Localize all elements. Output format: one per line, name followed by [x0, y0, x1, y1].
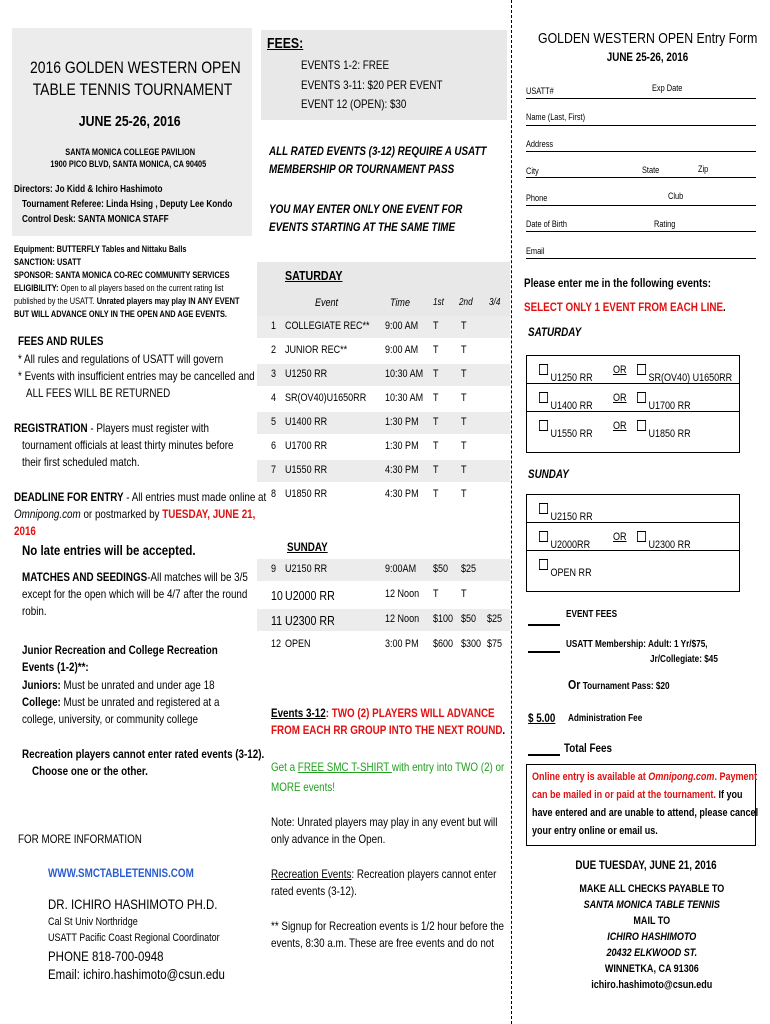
prize-second: $300 — [461, 638, 482, 650]
header-event: Event — [315, 297, 339, 309]
prize-first: T — [433, 392, 439, 404]
registration-text: - Players must register with — [87, 421, 210, 435]
deadline-text2: or postmarked by — [80, 507, 163, 521]
or-label: OR — [613, 392, 627, 404]
matches-label: MATCHES AND SEEDINGS — [22, 570, 148, 584]
fees-title: FEES: — [267, 35, 304, 52]
fees-rules-heading: FEES AND RULES — [18, 334, 104, 348]
form-dates: JUNE 25-26, 2016 — [606, 50, 689, 64]
rec-events-line1 — [271, 867, 496, 881]
registration-label: REGISTRATION — [14, 421, 88, 435]
tshirt-text1: Get a — [271, 760, 298, 774]
enter-events-prompt: Please enter me in the following events: — [524, 276, 712, 290]
event-time: 10:30 AM — [385, 392, 424, 404]
referee: Tournament Referee: Linda Hsing , Deputy Lee Kondo — [22, 199, 233, 210]
online-line3: have entered and are unable to attend, please cancel — [532, 807, 759, 819]
prize-second: $50 — [461, 613, 477, 625]
rec-events-line2: rated events (3-12). — [271, 884, 357, 898]
event-number: 8 — [271, 488, 277, 500]
deadline-text: - All entries must made online at — [123, 490, 267, 504]
sunday-choice-2 — [526, 522, 740, 551]
registration-line3: their first scheduled match. — [22, 455, 140, 469]
or-label: OR — [613, 364, 627, 376]
schedule-row — [257, 634, 510, 656]
saturday-heading: SATURDAY — [285, 268, 343, 283]
event-name: U2300 RR — [285, 613, 335, 628]
mail-email: ichiro.hashimoto@csun.edu — [591, 979, 713, 991]
prize-first: T — [433, 320, 439, 332]
event-option-a[interactable] — [539, 420, 593, 440]
name-label-text: Name — [526, 112, 546, 122]
checkbox-icon[interactable] — [637, 531, 646, 542]
event-name: U1850 RR — [285, 488, 328, 500]
contact-role: USATT Pacific Coast Regional Coordinator — [48, 932, 220, 944]
event-option-b[interactable] — [637, 392, 691, 412]
online-text4: If you — [715, 789, 743, 801]
advance-text1: : TWO (2) PLAYERS WILL ADVANCE — [325, 706, 495, 720]
event-number: 6 — [271, 440, 277, 452]
one-event-note2: EVENTS STARTING AT THE SAME TIME — [269, 220, 456, 234]
checkbox-icon[interactable] — [539, 392, 548, 403]
event-option-b[interactable] — [637, 364, 733, 384]
tshirt-highlight: FREE SMC T-SHIRT — [297, 760, 392, 774]
schedule-row — [257, 364, 510, 386]
pass-label: Tournament Pass: $20 — [580, 681, 670, 692]
schedule-row — [257, 609, 510, 631]
event-time: 1:30 PM — [385, 416, 419, 428]
open-option[interactable] — [539, 559, 592, 579]
club-label: Club — [668, 191, 684, 201]
checkbox-icon[interactable] — [539, 420, 548, 431]
name-label — [526, 112, 585, 122]
rec-events-label: Recreation Events — [271, 867, 352, 881]
entry-form — [512, 0, 770, 1024]
online-text3: can be mailed in or paid at the tournament. — [532, 789, 716, 801]
select-one-dot: . — [723, 300, 726, 314]
equipment: Equipment: BUTTERFLY Tables and Nittaku Balls — [14, 244, 187, 254]
usatt-line[interactable] — [526, 98, 756, 99]
prize-first: T — [433, 464, 439, 476]
exp-date-label: Exp Date — [652, 83, 683, 93]
unrated-note1: Note: Unrated players may play in any event but will — [271, 815, 498, 829]
checkbox-icon[interactable] — [539, 364, 548, 375]
checkbox-icon[interactable] — [637, 420, 646, 431]
event-option-a[interactable] — [539, 364, 593, 384]
sunday-choice-3 — [526, 550, 740, 592]
u2150-option[interactable] — [539, 503, 593, 523]
saturday-choice-2 — [526, 383, 740, 412]
matches-line2: except for the open which will be 4/7 after the round — [22, 587, 248, 601]
zip-label: Zip — [698, 164, 709, 174]
rule-2: * Events with insufficient entries may be cancelled and — [18, 369, 255, 383]
matches-line1 — [22, 570, 248, 584]
control-desk: Control Desk: SANTA MONICA STAFF — [22, 214, 169, 225]
phone-label: Phone — [526, 193, 548, 203]
total-fees-label: Total Fees — [564, 741, 612, 755]
state-label: State — [642, 165, 660, 175]
prize-second: T — [461, 588, 467, 600]
tournament-title-line1: 2016 GOLDEN WESTERN OPEN — [30, 58, 241, 77]
prize-second: T — [461, 488, 467, 500]
schedule-row — [257, 412, 510, 434]
event-name: U2150 RR — [285, 563, 328, 575]
event-option-a-label: U1250 RR — [550, 372, 593, 384]
address-line[interactable] — [526, 151, 756, 152]
online-text2: . Payment — [714, 771, 758, 783]
form-sunday-heading: SUNDAY — [528, 467, 569, 481]
registration-line1 — [14, 421, 209, 435]
eligibility-text2a: published by the USATT. — [14, 296, 97, 306]
advance-line1 — [271, 706, 495, 720]
u2000-option[interactable] — [539, 531, 591, 551]
prize-second: T — [461, 320, 467, 332]
phone-line[interactable] — [526, 205, 756, 206]
website-link[interactable]: WWW.SMCTABLETENNIS.COM — [48, 866, 194, 880]
dob-line[interactable] — [526, 231, 756, 232]
college-label: College: — [22, 695, 61, 709]
eligibility-line2 — [14, 296, 239, 306]
city-label: City — [526, 166, 539, 176]
info-column — [0, 0, 267, 1024]
prize-third: $75 — [487, 638, 503, 650]
online-omnipong: Omnipong.com — [648, 771, 715, 783]
tournament-pass — [568, 677, 670, 692]
event-name: U1400 RR — [285, 416, 328, 428]
online-line1 — [532, 771, 757, 783]
header-first: 1st — [433, 297, 444, 308]
header-time: Time — [390, 297, 410, 309]
college-rule — [22, 695, 219, 709]
deadline-year: 2016 — [14, 524, 36, 538]
online-line2 — [532, 789, 743, 801]
event-fees-blank[interactable] — [528, 624, 560, 626]
event-time: 12 Noon — [385, 613, 420, 625]
eligibility-text: Open to all players based on the current rating list — [58, 283, 224, 293]
college-text: Must be unrated and registered at a — [60, 695, 220, 709]
event-number: 12 — [271, 638, 282, 650]
select-one-text: SELECT ONLY 1 EVENT FROM EACH LINE — [524, 300, 724, 314]
event-number: 3 — [271, 368, 277, 380]
juniors-label: Juniors: — [22, 678, 61, 692]
schedule-row — [257, 316, 510, 338]
signup-note1: ** Signup for Recreation events is 1/2 hour before the — [271, 919, 505, 933]
prize-first: $50 — [433, 563, 449, 575]
form-saturday-heading: SATURDAY — [528, 325, 582, 339]
event-number: 10 — [271, 588, 283, 603]
deadline-date: TUESDAY, JUNE 21, — [162, 507, 256, 521]
event-name: COLLEGIATE REC** — [285, 320, 370, 332]
omnipong-link: Omnipong.com — [14, 507, 81, 521]
advance-text2: FROM EACH RR GROUP INTO THE NEXT ROUND — [271, 723, 503, 737]
fee-line1: EVENTS 1-2: FREE — [301, 58, 390, 72]
eligibility-label: ELIGIBILITY: — [14, 283, 59, 293]
u2300-option[interactable] — [637, 531, 691, 551]
event-name: U1250 RR — [285, 368, 328, 380]
event-number: 5 — [271, 416, 277, 428]
open-label: OPEN RR — [550, 567, 592, 579]
mail-street: 20432 ELKWOOD ST. — [606, 947, 698, 959]
sanction: SANCTION: USATT — [14, 257, 82, 267]
college-rule2: college, university, or community college — [22, 712, 198, 726]
or-word: Or — [568, 677, 581, 692]
juniors-text: Must be unrated and under age 18 — [60, 678, 215, 692]
rec-restriction1: Recreation players cannot enter rated events (3-12). — [22, 747, 265, 761]
prize-second: T — [461, 464, 467, 476]
registration-line2: tournament officials at least thirty minutes before — [22, 438, 234, 452]
event-name: U2000 RR — [285, 588, 335, 603]
event-time: 9:00 AM — [385, 320, 419, 332]
junior-rec-heading2: Events (1-2)**: — [22, 660, 89, 674]
saturday-choice-3 — [526, 411, 740, 453]
event-number: 11 — [271, 613, 283, 628]
prize-second: T — [461, 344, 467, 356]
event-number: 4 — [271, 392, 277, 404]
event-time: 4:30 PM — [385, 488, 419, 500]
event-time: 3:00 PM — [385, 638, 419, 650]
event-name: JUNIOR REC** — [285, 344, 348, 356]
prize-third: $25 — [487, 613, 503, 625]
event-name: U1550 RR — [285, 464, 328, 476]
tournament-title-line2: TABLE TENNIS TOURNAMENT — [32, 80, 233, 99]
checks-payable: MAKE ALL CHECKS PAYABLE TO — [579, 883, 725, 895]
contact-phone: PHONE 818-700-0948 — [48, 948, 164, 964]
schedule-row — [257, 559, 510, 581]
email-label: Email — [526, 246, 545, 256]
directors: Directors: Jo Kidd & Ichiro Hashimoto — [14, 184, 163, 195]
one-event-note1: YOU MAY ENTER ONLY ONE EVENT FOR — [269, 202, 463, 216]
event-option-b-label: SR(OV40) U1650RR — [648, 372, 733, 384]
event-number: 2 — [271, 344, 277, 356]
prize-first: T — [433, 416, 439, 428]
checkbox-icon[interactable] — [637, 364, 646, 375]
rated-note2: MEMBERSHIP OR TOURNAMENT PASS — [269, 162, 455, 176]
no-late-entries: No late entries will be accepted. — [22, 542, 196, 558]
schedule-row — [257, 436, 510, 458]
event-option-b[interactable] — [637, 420, 691, 440]
contact-org: Cal St Univ Northridge — [48, 916, 138, 928]
select-one-note — [524, 300, 726, 314]
prize-first: T — [433, 440, 439, 452]
email-line[interactable] — [526, 258, 756, 259]
event-name: SR(OV40)U1650RR — [285, 392, 367, 404]
matches-line3: robin. — [22, 604, 47, 618]
event-name: OPEN — [285, 638, 311, 650]
venue-name: SANTA MONICA COLLEGE PAVILION — [65, 147, 196, 157]
event-option-a-label: U1550 RR — [550, 428, 593, 440]
schedule-row — [257, 460, 510, 482]
admin-fee-label: Administration Fee — [568, 713, 643, 724]
due-date: DUE TUESDAY, JUNE 21, 2016 — [575, 858, 717, 872]
sunday-choice-1 — [526, 494, 740, 523]
contact-name: DR. ICHIRO HASHIMOTO PH.D. — [48, 896, 218, 912]
event-time: 4:30 PM — [385, 464, 419, 476]
schedule-row — [257, 340, 510, 362]
schedule-row — [257, 388, 510, 410]
more-info-heading: FOR MORE INFORMATION — [18, 832, 142, 846]
junior-rec-heading1: Junior Recreation and College Recreation — [22, 643, 218, 657]
juniors-rule — [22, 678, 215, 692]
membership-label2: Jr/Collegiate: $45 — [650, 654, 718, 665]
header-second: 2nd — [459, 297, 473, 308]
event-number: 7 — [271, 464, 277, 476]
schedule-row — [257, 484, 510, 506]
venue-address: 1900 PICO BLVD, SANTA MONICA, CA 90405 — [50, 159, 207, 169]
u2000-label: U2000RR — [550, 539, 591, 551]
event-option-a-label: U1400 RR — [550, 400, 593, 412]
prize-second: T — [461, 440, 467, 452]
prize-first: $100 — [433, 613, 454, 625]
event-number: 1 — [271, 320, 277, 332]
total-fees-blank[interactable] — [528, 754, 560, 756]
checkbox-icon[interactable] — [539, 559, 548, 570]
event-name: U1700 RR — [285, 440, 328, 452]
name-line[interactable] — [526, 125, 756, 126]
eligibility-line1 — [14, 283, 223, 293]
checkbox-icon[interactable] — [637, 392, 646, 403]
usatt-label: USATT# — [526, 86, 554, 96]
schedule-row — [257, 584, 510, 606]
u2150-label: U2150 RR — [550, 511, 593, 523]
rec-restriction2: Choose one or the other. — [32, 764, 148, 778]
schedule-header-row — [257, 293, 510, 315]
prize-second: $25 — [461, 563, 477, 575]
advance-period: . — [502, 723, 506, 737]
city-line[interactable] — [526, 177, 756, 178]
header-third: 3/4 — [489, 297, 501, 308]
name-hint: (Last, First) — [545, 112, 586, 122]
deadline-line2 — [14, 507, 255, 521]
tshirt-line1 — [271, 760, 504, 774]
rule-1: * All rules and regulations of USATT will govern — [18, 352, 224, 366]
fee-line3: EVENT 12 (OPEN): $30 — [301, 97, 407, 111]
event-option-b-label: U1850 RR — [648, 428, 691, 440]
or-label: OR — [613, 531, 627, 543]
event-number: 9 — [271, 563, 277, 575]
prize-first: T — [433, 368, 439, 380]
form-title: GOLDEN WESTERN OPEN Entry Form — [538, 30, 758, 47]
mail-name: ICHIRO HASHIMOTO — [607, 931, 697, 943]
online-text1: Online entry is available at — [532, 771, 649, 783]
advance-label: Events 3-12 — [271, 706, 326, 720]
saturday-choice-1 — [526, 355, 740, 384]
checkbox-icon[interactable] — [539, 531, 548, 542]
event-time: 1:30 PM — [385, 440, 419, 452]
prize-first: $600 — [433, 638, 454, 650]
prize-second: T — [461, 392, 467, 404]
event-time: 9:00AM — [385, 563, 417, 575]
prize-second: T — [461, 416, 467, 428]
event-fees-label: EVENT FEES — [566, 609, 618, 620]
mail-city: WINNETKA, CA 91306 — [604, 963, 699, 975]
admin-fee-amount: $ 5.00 — [528, 711, 556, 725]
event-time: 12 Noon — [385, 588, 420, 600]
address-label: Address — [526, 139, 554, 149]
sunday-heading: SUNDAY — [287, 540, 328, 554]
checkbox-icon[interactable] — [539, 503, 548, 514]
rating-label: Rating — [654, 219, 676, 229]
event-option-b-label: U1700 RR — [648, 400, 691, 412]
tshirt-text2: with entry into TWO (2) or — [391, 760, 505, 774]
event-time: 9:00 AM — [385, 344, 419, 356]
membership-label: USATT Membership: Adult: 1 Yr/$75, — [566, 639, 708, 650]
prize-first: T — [433, 488, 439, 500]
deadline-label: DEADLINE FOR ENTRY — [14, 490, 124, 504]
u2300-label: U2300 RR — [648, 539, 691, 551]
dob-label: Date of Birth — [526, 219, 568, 229]
payee: SANTA MONICA TABLE TENNIS — [583, 899, 720, 911]
prize-first: T — [433, 344, 439, 356]
unrated-note2: only advance in the Open. — [271, 832, 386, 846]
prize-first: T — [433, 588, 439, 600]
fee-line2: EVENTS 3-11: $20 PER EVENT — [301, 78, 443, 92]
rule-3: ALL FEES WILL BE RETURNED — [26, 386, 171, 400]
eligibility-line3: BUT WILL ADVANCE ONLY IN THE OPEN AND AGE EVENTS. — [14, 309, 227, 319]
prize-second: T — [461, 368, 467, 380]
mail-to: MAIL TO — [633, 915, 671, 927]
or-label: OR — [613, 420, 627, 432]
tshirt-line2: MORE events! — [271, 780, 335, 794]
sponsor: SPONSOR: SANTA MONICA CO-REC COMMUNITY SERVICES — [14, 270, 230, 280]
eligibility-text2b: Unrated players may play IN ANY EVENT — [96, 296, 240, 306]
event-time: 10:30 AM — [385, 368, 424, 380]
signup-note2: events, 8:30 a.m. These are free events and do not — [271, 936, 495, 950]
tournament-dates: JUNE 25-26, 2016 — [78, 113, 181, 130]
contact-email: Email: ichiro.hashimoto@csun.edu — [48, 966, 225, 982]
matches-text: -All matches will be 3/5 — [147, 570, 248, 584]
rated-note1: ALL RATED EVENTS (3-12) REQUIRE A USATT — [269, 144, 487, 158]
event-option-a[interactable] — [539, 392, 593, 412]
online-line4: your entry online or email us. — [532, 825, 658, 837]
advance-line2 — [271, 723, 505, 737]
rec-events-text: : Recreation players cannot enter — [351, 867, 497, 881]
deadline-line1 — [14, 490, 266, 504]
schedule-column — [257, 0, 510, 1024]
membership-blank[interactable] — [528, 651, 560, 653]
